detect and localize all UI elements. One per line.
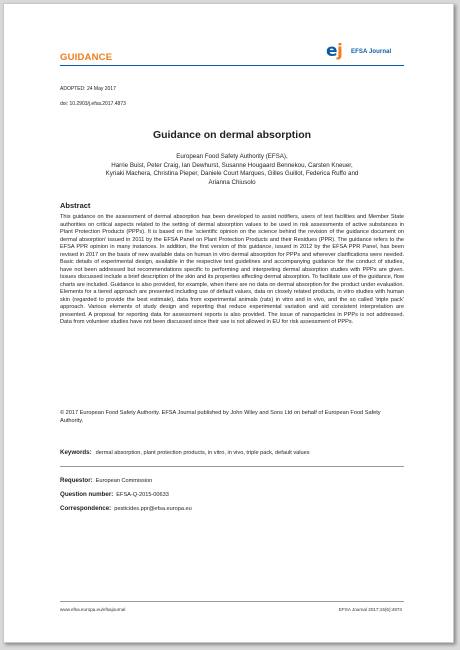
keywords-text: dermal absorption, plant protection products, in vitro, in vivo, triple pack, default values: [95, 450, 310, 456]
document-page: [3, 3, 454, 643]
logo-text: EFSA Journal: [351, 49, 392, 55]
abstract-heading: Abstract: [60, 201, 91, 210]
requestor-value: European Commission: [95, 478, 153, 484]
keywords-label: Keywords:: [60, 449, 92, 456]
requestor-label: Requestor:: [60, 477, 93, 484]
efsa-journal-logo: [326, 41, 392, 61]
abstract-text: This guidance on the assessment of dermal absorption has been developed to assist notifiers, users of test facilities and Member State authorities on critical aspects related to the setting of dermal absorption values to be used in risk assessments of active substances in Plant Protection Products (PPPs). It is based on the ‘scientific opinion on the science behind the revision of the guidance document on dermal absorption’ issued in 2011 by the EFSA Panel on Plant Protection Products and their Residues (PPR). The guidance refers to the EFSA PPR opinion in many instances. In addition, the first version of this guidance, issued in 2012 by the EFSA PPR Panel, has been revised in 2017 on the basis of new available data on human in vitro dermal absorption for PPPs and wherever clarifications were needed. Basic details of experimental design, available in the respective test guidelines and accompanying guidance for the conduct of studies, have not been addressed but recommendations specific to performing and interpreting dermal absorption studies with PPPs are given. Issues discussed include a brief description of the skin and its properties affecting dermal absorption. To facilitate use of the guidance, flow charts are included. Guidance is also provided, for example, when there are no data on dermal absorption for the product under evaluation. Elements for a tiered approach are presented including use of default values, data on closely related products, in vitro studies with human skin (regarded to provide the best estimate), data from experimental animals (rats) in vitro and in vivo, and the so called ‘triple pack’ approach. Various elements of study design and reporting that reduce experimental variation and aid consistent interpretation are presented. A proposal for reporting data for assessment reports is also provided. The issue of nanoparticles in PPPs is not addressed. Data from volunteer studies have not been discussed since their use is not allowed in EU for risk assessment of PPPs.: [60, 214, 404, 325]
copyright-notice: © 2017 European Food Safety Authority. EFSA Journal published by John Wiley and Sons Ltd on behalf of European Food Safety Authority.: [60, 410, 381, 424]
adopted-date: ADOPTED: 24 May 2017: [60, 86, 116, 92]
correspondence-label: Correspondence:: [60, 505, 112, 512]
logo-mark-j: j: [337, 41, 343, 61]
doi-line[interactable]: doi: 10.2903/j.efsa.2017.4873: [60, 101, 126, 107]
author-line: European Food Safety Authority (EFSA),: [176, 153, 288, 160]
footer-website-link[interactable]: www.efsa.europa.eu/efsajournal: [60, 607, 126, 612]
correspondence-row: [60, 505, 192, 512]
document-type-label: GUIDANCE: [60, 52, 113, 63]
ej-logo-mark: [326, 41, 348, 61]
logo-mark-e: e: [326, 41, 338, 61]
question-number-value: EFSA-Q-2015-00633: [116, 492, 169, 498]
correspondence-email[interactable]: pesticides.ppr@efsa.europa.eu: [114, 506, 192, 512]
author-line: Arianna Chiusolo: [208, 178, 256, 186]
info-divider: [60, 466, 404, 467]
author-list: [66, 153, 398, 187]
requestor-row: [60, 477, 152, 484]
author-line: Kyriaki Machera, Christina Pieper, Daniele Court Marques, Gilles Guillot, Federica Ruffo and: [105, 170, 359, 178]
author-line: Harrie Buist, Peter Craig, Ian Dewhurst, Susanne Hougaard Bennekou, Carsten Kneuer,: [111, 161, 353, 169]
footer-divider: [60, 601, 404, 602]
question-number-label: Question number:: [60, 491, 114, 498]
header-divider: [60, 65, 404, 66]
keywords-row: [60, 449, 404, 456]
document-title: Guidance on dermal absorption: [152, 129, 312, 141]
question-number-row: [60, 491, 169, 498]
footer-citation: EFSA Journal 2017;15(6):4873: [338, 607, 402, 612]
